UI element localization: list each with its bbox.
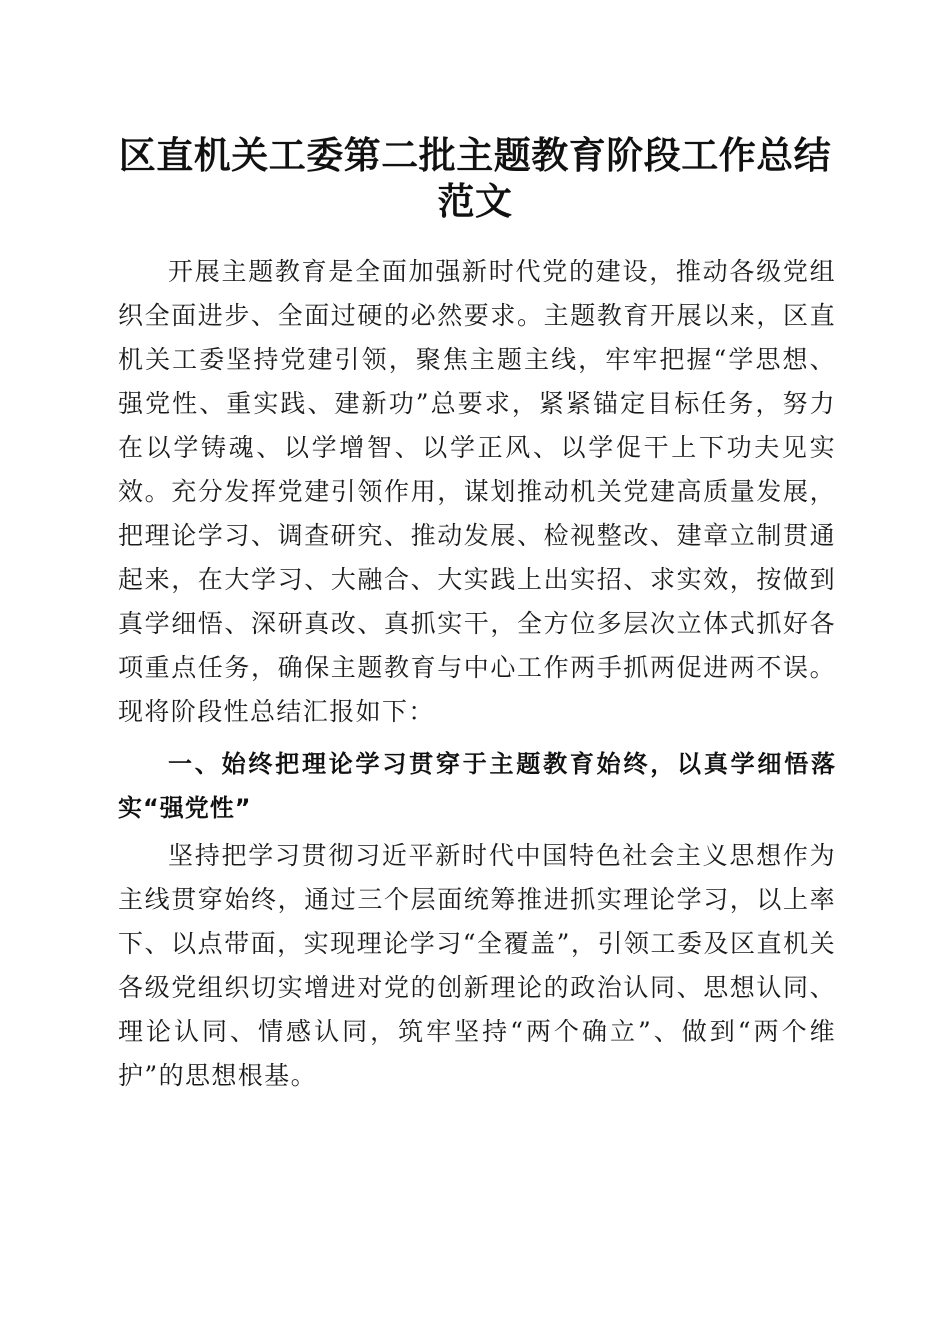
section-heading-1: 一、始终把理论学习贯穿于主题教育始终，以真学细悟落实“强党性”	[118, 750, 836, 822]
document-title: 区直机关工委第二批主题教育阶段工作总结范文	[118, 133, 832, 223]
intro-paragraph: 开展主题教育是全面加强新时代党的建设，推动各级党组织全面进步、全面过硬的必然要求。主题教育开展以来，区直机关工委坚持党建引领，聚焦主题主线，牢牢把握“学思想、强党性、重实践、建新功”总要求，紧紧锚定目标任务，努力在以学铸魂、以学增智、以学正风、以学促干上下功夫见实效。充分发挥党建引领作用，谋划推动机关党建高质量发展，把理论学习、调查研究、推动发展、检视整改、建章立制贯通起来，在大学习、大融合、大实践上出实招、求实效，按做到真学细悟、深研真改、真抓实干，全方位多层次立体式抓好各项重点任务，确保主题教育与中心工作两手抓两促进两不误。现将阶段性总结汇报如下：	[118, 257, 836, 726]
document-body	[118, 250, 836, 1098]
section-paragraph-1: 坚持把学习贯彻习近平新时代中国特色社会主义思想作为主线贯穿始终，通过三个层面统筹推进抓实理论学习，以上率下、以点带面，实现理论学习“全覆盖”，引领工委及区直机关各级党组织切实增进对党的创新理论的政治认同、思想认同、理论认同、情感认同，筑牢坚持“两个确立”、做到“两个维护”的思想根基。	[118, 841, 836, 1090]
